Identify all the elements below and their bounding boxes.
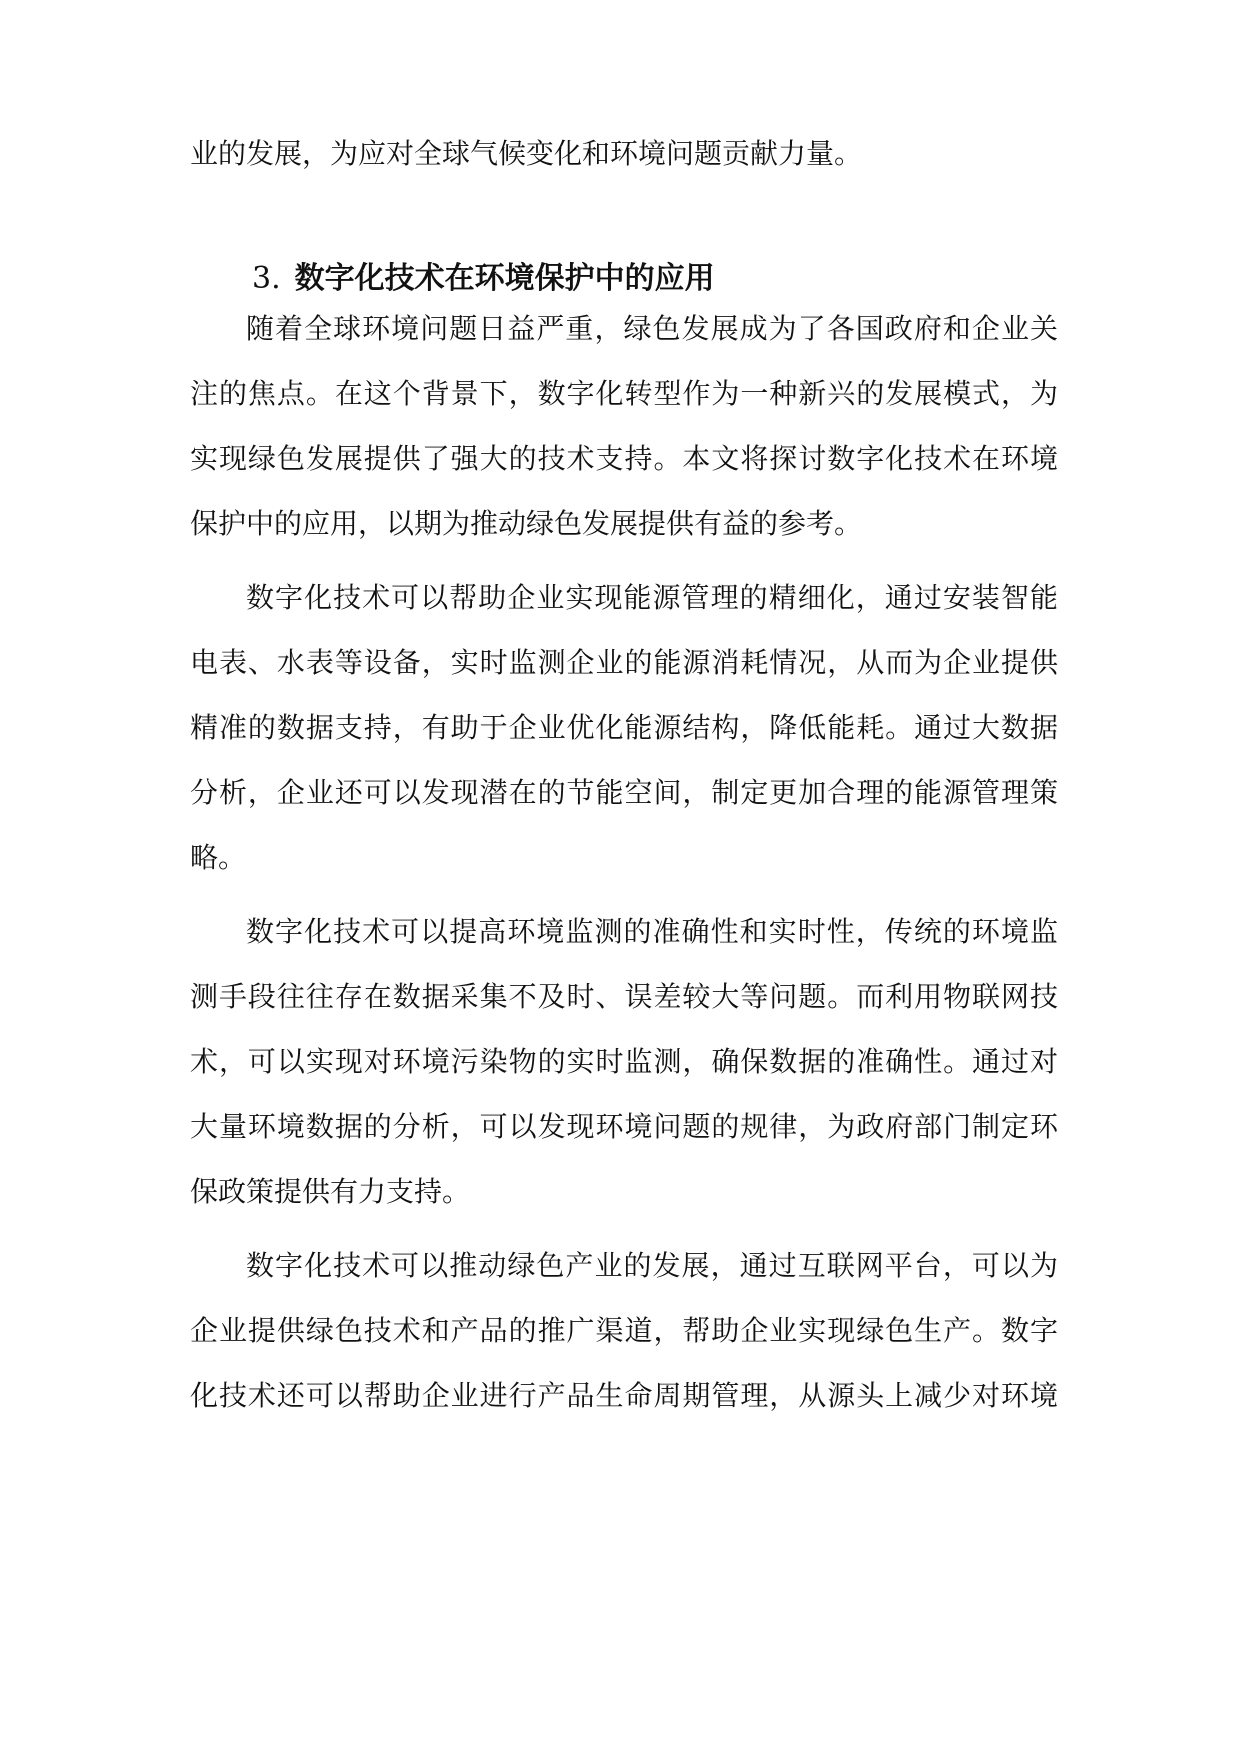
paragraph-line: 大量环境数据的分析，可以发现环境问题的规律，为政府部门制定环 xyxy=(190,1110,1058,1143)
paragraph-fragment-line: 业的发展，为应对全球气候变化和环境问题贡献力量。 xyxy=(190,137,863,170)
paragraph-line: 注的焦点。在这个背景下，数字化转型作为一种新兴的发展模式，为 xyxy=(190,377,1058,410)
paragraph-line: 企业提供绿色技术和产品的推广渠道，帮助企业实现绿色生产。数字 xyxy=(190,1314,1058,1347)
paragraph-line: 数字化技术可以帮助企业实现能源管理的精细化，通过安装智能 xyxy=(246,581,1058,614)
paragraph-line: 测手段往往存在数据采集不及时、误差较大等问题。而利用物联网技 xyxy=(190,980,1058,1013)
paragraph-line: 略。 xyxy=(190,841,247,874)
section-heading xyxy=(252,258,715,300)
paragraph-line: 术，可以实现对环境污染物的实时监测，确保数据的准确性。通过对 xyxy=(190,1045,1058,1078)
paragraph-line: 保政策提供有力支持。 xyxy=(190,1175,471,1208)
section-title: 数字化技术在环境保护中的应用 xyxy=(294,261,715,296)
paragraph-line: 精准的数据支持，有助于企业优化能源结构，降低能耗。通过大数据 xyxy=(190,711,1058,744)
paragraph-line: 保护中的应用，以期为推动绿色发展提供有益的参考。 xyxy=(190,507,863,540)
paragraph-line: 化技术还可以帮助企业进行产品生命周期管理，从源头上减少对环境 xyxy=(190,1379,1058,1412)
paragraph-line: 随着全球环境问题日益严重，绿色发展成为了各国政府和企业关 xyxy=(246,312,1058,345)
paragraph-line: 实现绿色发展提供了强大的技术支持。本文将探讨数字化技术在环境 xyxy=(190,442,1058,475)
paragraph-line: 数字化技术可以提高环境监测的准确性和实时性，传统的环境监 xyxy=(246,915,1058,948)
paragraph-line: 分析，企业还可以发现潜在的节能空间，制定更加合理的能源管理策 xyxy=(190,776,1058,809)
paragraph-line: 数字化技术可以推动绿色产业的发展，通过互联网平台，可以为 xyxy=(246,1249,1058,1282)
paragraph-line: 电表、水表等设备，实时监测企业的能源消耗情况，从而为企业提供 xyxy=(190,646,1058,679)
section-number: 3. xyxy=(252,261,281,296)
